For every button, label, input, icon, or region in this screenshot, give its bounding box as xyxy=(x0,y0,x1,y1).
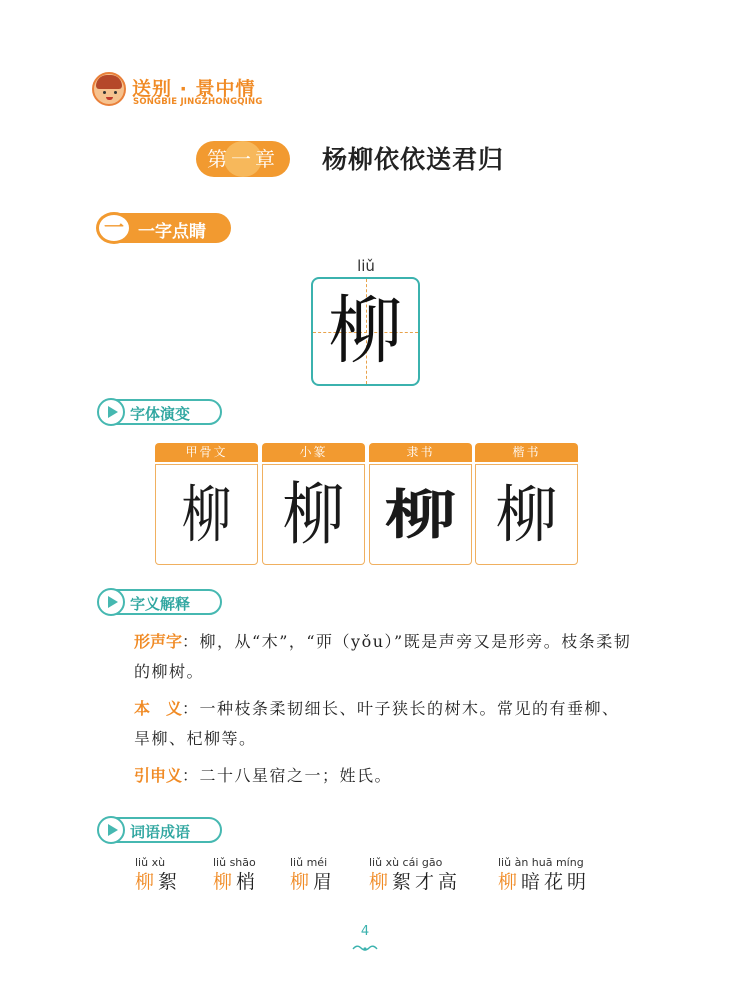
meaning-text: ：二十八星宿之一；姓氏。 xyxy=(182,766,393,785)
evolution-card-oracle xyxy=(155,443,258,565)
logo-subtitle: SONGBIE JINGZHONGQING xyxy=(133,97,263,107)
page-number: 4 xyxy=(360,924,370,939)
word-highlight: 柳 xyxy=(498,871,522,893)
cloud-ornament-icon xyxy=(351,943,379,953)
word-item xyxy=(290,856,336,894)
section-number: 一 xyxy=(96,212,132,244)
meaning-paragraph xyxy=(134,761,634,791)
word-pinyin: liǔ xù cái gāo xyxy=(369,856,443,869)
child-face-icon xyxy=(92,72,126,106)
chapter-badge-label: 第一章 xyxy=(207,147,279,171)
play-icon xyxy=(97,588,125,616)
word-pinyin: liǔ méi xyxy=(290,856,328,869)
main-char: 柳 xyxy=(328,288,403,374)
evolution-card-regular xyxy=(475,443,578,565)
evolution-card-label: 楷书 xyxy=(475,443,578,462)
section-label: 一字点睛 xyxy=(138,222,206,242)
word-rest: 梢 xyxy=(236,871,260,893)
logo-title: 送别 · 景中情 xyxy=(132,78,256,100)
word-highlight: 柳 xyxy=(213,871,237,893)
meaning-paragraph xyxy=(134,627,634,687)
evolution-card-label: 隶书 xyxy=(369,443,472,462)
word-item xyxy=(135,856,181,894)
evolution-glyph: 柳 xyxy=(282,474,345,555)
meaning-heading xyxy=(98,589,222,615)
meaning-paragraph xyxy=(134,694,634,754)
meaning-key: 形声字 xyxy=(134,632,183,651)
words-heading xyxy=(98,817,222,843)
meaning-heading-label: 字义解释 xyxy=(130,595,191,613)
word-highlight: 柳 xyxy=(290,871,314,893)
word-item xyxy=(213,856,259,894)
chapter-badge xyxy=(196,141,290,177)
evolution-glyph: 柳 xyxy=(384,483,457,546)
meaning-text: ：柳，从“木”，“丣（yǒu）”既是声旁又是形旁。枝条柔韧的柳树。 xyxy=(134,632,632,681)
evolution-glyph: 柳 xyxy=(181,478,232,551)
main-char-pinyin: liǔ xyxy=(357,257,375,275)
meaning-key: 本 义 xyxy=(134,699,183,718)
evolution-heading xyxy=(98,399,222,425)
evolution-card-label: 小篆 xyxy=(262,443,365,462)
play-icon xyxy=(97,398,125,426)
word-item xyxy=(369,856,461,894)
chapter-title: 杨柳依依送君归 xyxy=(322,145,505,174)
evolution-card-seal xyxy=(262,443,365,565)
word-rest: 暗花明 xyxy=(521,871,591,893)
word-pinyin: liǔ àn huā míng xyxy=(498,856,584,869)
evolution-heading-label: 字体演变 xyxy=(130,405,191,423)
word-rest: 眉 xyxy=(313,871,337,893)
words-heading-label: 词语成语 xyxy=(130,823,191,841)
evolution-card-clerical xyxy=(369,443,472,565)
main-char-box xyxy=(311,277,420,386)
word-pinyin: liǔ xù xyxy=(135,856,166,869)
word-rest: 絮 xyxy=(158,871,182,893)
word-item xyxy=(498,856,590,894)
brand-logo xyxy=(92,72,292,112)
word-highlight: 柳 xyxy=(135,871,159,893)
meaning-key: 引申义 xyxy=(134,766,183,785)
evolution-card-label: 甲骨文 xyxy=(155,443,258,462)
play-icon xyxy=(97,816,125,844)
evolution-glyph: 柳 xyxy=(495,478,558,551)
word-highlight: 柳 xyxy=(369,871,393,893)
word-pinyin: liǔ shāo xyxy=(213,856,256,869)
section-banner xyxy=(98,213,231,243)
meaning-text: ：一种枝条柔韧细长、叶子狭长的树木。常见的有垂柳、旱柳、杞柳等。 xyxy=(134,699,620,748)
word-rest: 絮才高 xyxy=(392,871,462,893)
